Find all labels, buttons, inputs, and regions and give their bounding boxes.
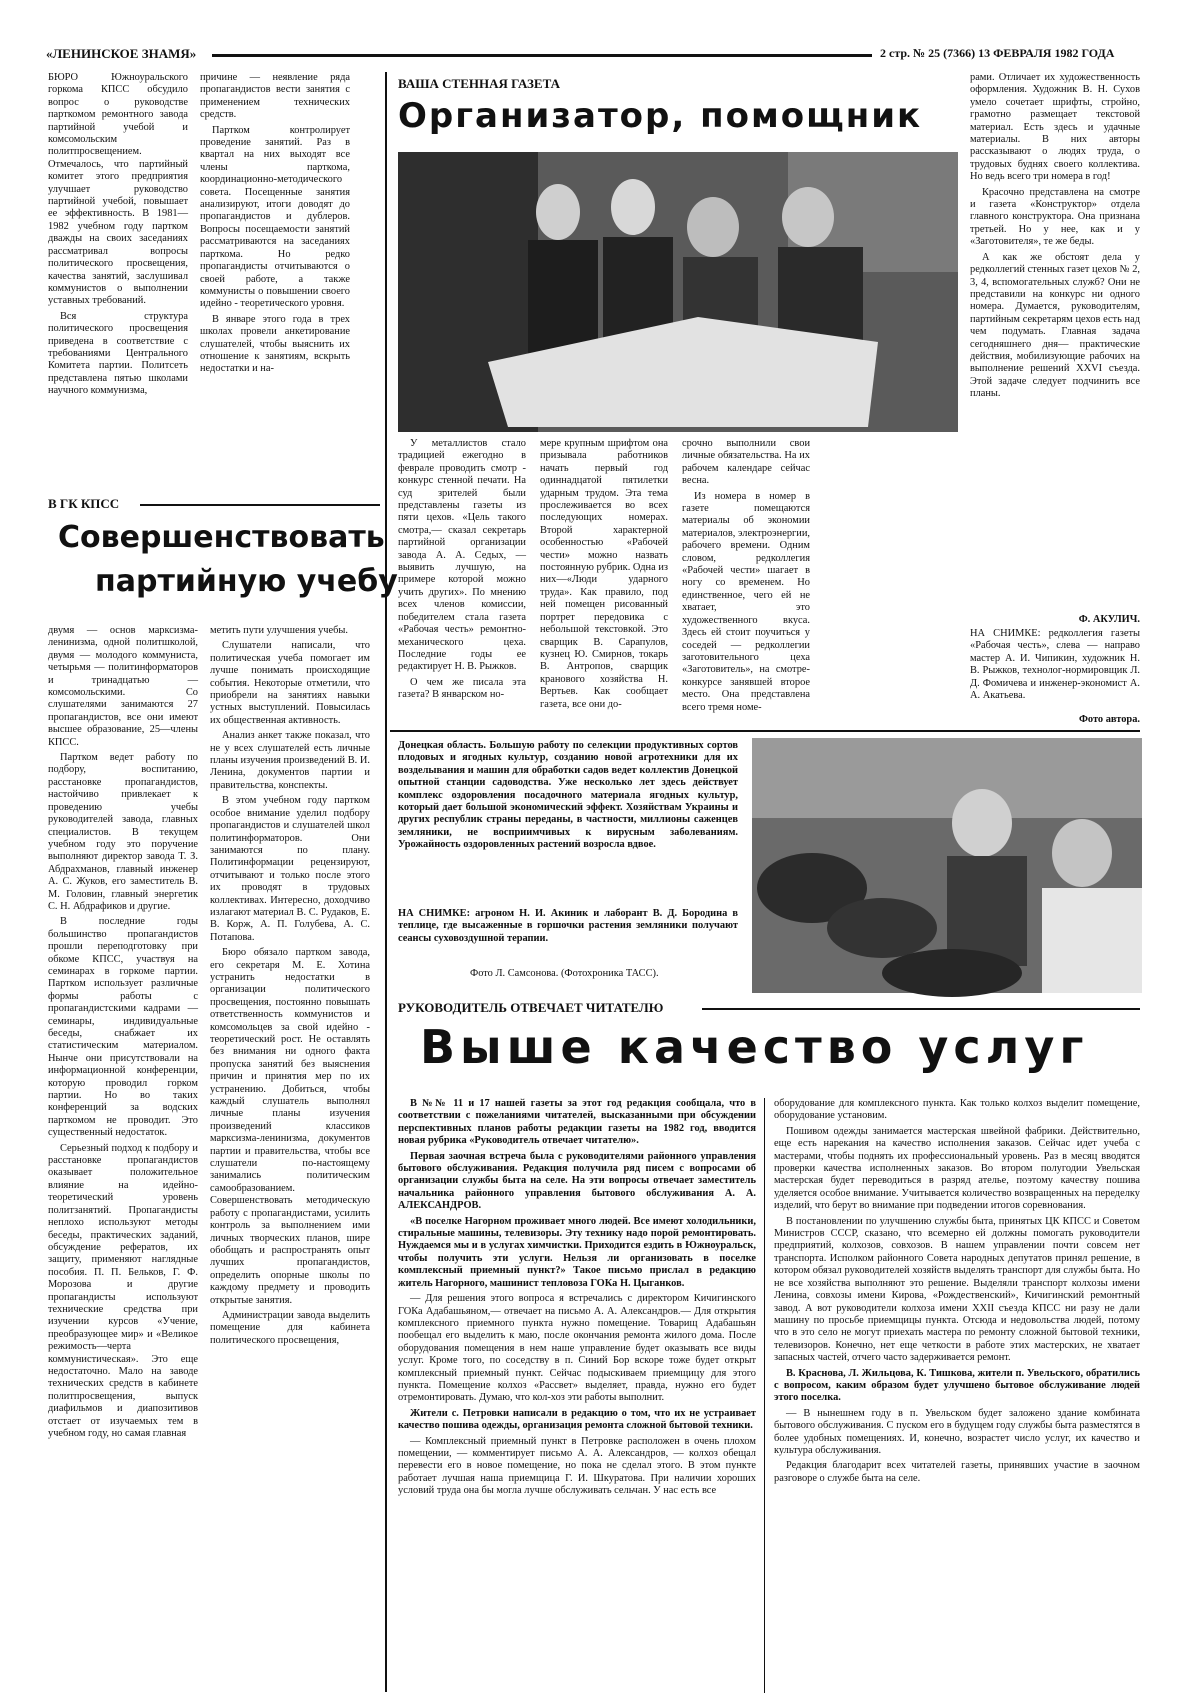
paragraph: метить пути улучшения учебы. xyxy=(210,625,348,636)
wall-signature: Ф. АКУЛИЧ. xyxy=(1078,614,1140,625)
gk-col1 xyxy=(48,625,198,1695)
paragraph: Пошивом одежды занимается мастерская швейной фабрики. Действительно, еще есть нарекания на качество исполнения заказов. Сейчас идет учеба с мастерами, чтобы поднять их профессиональный уровень. Раз в месяц вводятся проверки качества исполненных заказов. Во втором полугодии Увельская мастерская будет переводиться в разряд ателье, поэтому качеству пошива уделяется особое внимание. Учитывается количество возвращенных на переделку изделий, что берут во внимание при подведении итогов соревнования. xyxy=(774,1125,1140,1212)
paragraph: — В нынешнем году в п. Увельском будет заложено здание комбината бытового обслуживания. С пуском его в будущем году службы быта разместятся в более удобных помещениях. И, конечно, возрастет число услуг, их качество и культура обслуживания. xyxy=(774,1407,1140,1456)
paragraph: оборудование для комплексного пункта. Как только колхоз выделит помещение, оборудование установим. xyxy=(774,1098,1140,1122)
paragraph: В этом учебном году партком особое внимание уделил подбору пропагандистов и слушателей школ политинформаторов. Они занимаются по плану. Политинформации рецензируют, отчитывают и только после этого их проводят в трудовых коллективах. Интересно, доходчиво излагают материал В. С. Рудаков, Е. В. Корж, А. П. Голубева, А. С. Потапова. xyxy=(210,795,370,943)
services-lead-2: Первая заочная встреча была с руководителями районного управления бытового обслуживания. Редакция получила ряд писем с вопросами об организации службы быта на селе. На эти вопросы отвечает заместитель начальника районного управления бытового обслуживания А. А. АЛЕКСАНДРОВ. xyxy=(398,1150,756,1212)
paragraph: Из номера в номер в газете помещаются материалы об экономии материалов, электроэнергии, рабочего времени. Одним словом, редколлегия «Рабочей чести» шагает в ногу со временем. Но единственное, чего ей не хватает, это художественного вкуса. Здесь ей стоит поучиться у соседей — редколлегии заготовительного цеха «Заготовитель», на смотре-конкурсе занявшей второе место. Она представлена всего тремя номе- xyxy=(682,490,810,713)
paragraph: срочно выполнили свои личные обязательства. На их рабочем календаре сейчас весна. xyxy=(682,438,810,487)
paragraph: Партком ведет работу по подбору, воспитанию, расстановке пропагандистов, настойчиво привлекает к проведению учебы руководителей завода, главных специалистов. В текущем учебном году это поручение выполняют директор завода Т. З. Абдрахманов, главный инженер А. С. Жуков, его заместитель В. М. Головин, главный энергетик С. Н. Абдрафиков и другие. xyxy=(48,752,198,912)
donetsk-photo-image xyxy=(752,738,1142,993)
services-col-right xyxy=(774,1098,1140,1696)
paragraph: БЮРО Южноуральского горкома КПСС обсудило вопрос о руководстве парткомом ремонтного завода партийной учебой и комсомольским политпросвещением. Отмечалось, что партийный комитет этого предприятия улучшает руководство партийной учебой, повышает ее эффективность. В 1981—1982 учебном году партком дважды на своих заседаниях рассматривал вопросы политического просвещения, качества занятий, заслушивал коммунистов о выполнении уставных требований. xyxy=(48,72,188,307)
wall-col3 xyxy=(682,438,810,713)
left-article-col2 xyxy=(200,72,350,488)
paragraph: причине — неявление ряда пропагандистов вести занятия с применением технических средств. xyxy=(200,72,350,121)
paragraph: рами. Отличает их художественность оформления. Художник В. Н. Сухов умело сочетает шрифты, стройно, грамотно размещает текстовой материал. Есть здесь и удачные материалы. В них авторы рассказывают о людях труда, о трудовых буднях своего коллектива. Но ведь всего три номера в год! xyxy=(970,72,1140,183)
paragraph: В последние годы большинство пропагандистов прошли переподготовку при обкоме КПСС, участвуя на семинарах в горкоме партии. Партком использует различные формы работы с пропагандистскими кадрами — семинары, индивидуальные беседы, снабжает их статистическим материалом. Нынче они присутствовали на информационной конференции, которую проводил горком партии. Но во таких конференций за водских парткомом не проводит. Это существенный недостаток. xyxy=(48,916,198,1139)
services-answer-1: — Для решения этого вопроса я встречались с директором Кичигинского ГОКа Адабашьяном,— отвечает на письмо А. А. Александров.— Для открытия комплексного приемного пункта нужно помещение. Товарищ Адабашьян пообещал его выделить к маю, после окончания ремонта жилого дома. После оборудования помещения в нем наше управление будет оказывать все виды услуг. Кроме того, по соседству в п. Синий Бор вскоре тоже будет открыт комплексный приемный пункт. Сейчас подыскиваем приемщицу для этого пункта. Помещение колхоз «Рассвет» выделяет, правда, нужно его будет отремонтировать. Думаю, что кол-хоз эти работы выполнит. xyxy=(398,1293,756,1404)
gk-headline-1: Совершенствовать xyxy=(58,520,385,555)
services-letter-1: «В поселке Нагорном проживает много людей. Все имеют холодильники, стиральные машины, телевизоры. Эту технику надо порой ремонтировать. Нуждаемся мы и в услугах химчистки. Приходится ездить в Южноуральск, чтобы получить эти услуги. Нельзя ли организовать в поселке комплексный приемный пункт?» Такое письмо прислал в редакцию житель Нагорного, машинист тепловоза ГОКа Н. Цыганков. xyxy=(398,1215,756,1289)
paragraph: Бюро обязало партком завода, его секретаря М. Е. Хотина устранить недостатки в организации политического просвещения, постоянно повышать ответственность коммунистов и комсомольцев за свой идейно - теоретический рост. Не оставлять без внимания ни одного факта пропуска занятий без выяснения причин и принятия мер по их устранению. Добиться, чтобы каждый слушатель выполнял личные планы изучения произведений классиков марксизма-ленинизма, документов партии и правительства, чтобы все слушатели по-настоящему занимались политическим самообразованием. Совершенствовать методическую работу с пропагандистами, усилить контроль за выполнением ими личных творческих планов, шире обобщать и распространять опыт лучших пропагандистов, определить опорные школы по каждому предмету и проводить открытые занятия. xyxy=(210,947,370,1306)
services-col-left xyxy=(398,1098,756,1696)
donetsk-credit: Фото Л. Самсонова. (Фотохроника ТАСС). xyxy=(470,968,659,979)
services-answer-2: — Комплексный приемный пункт в Петровке расположен в очень плохом помещении, — комментирует письмо А. А. Александров, — колхоз обещал перевести его в новое помещение, но пока не сделал этого. В этом пункте работает лучшая наша приемщица Г. И. Шкуратова. При наличии хороших условий труда она бы могла лучше обслуживать сельчан. У нас есть все xyxy=(398,1435,756,1497)
column-rule xyxy=(764,1098,765,1693)
paragraph: Слушатели написали, что политическая учеба помогает им лучше понимать происходящие события. Некоторые отметили, что приобрели на занятиях навыки устных выступлений. Повысилась их общественная активность. xyxy=(210,640,370,726)
wall-headline: Организатор, помощник xyxy=(398,96,923,136)
paragraph: У металлистов стало традицией ежегодно в феврале проводить смотр - конкурс стенной печати. На суд зрителей были представлены газеты из пяти цехов. «Цель такого смотра,— сказал секретарь партийной организации завода А. А. Седых, — выявить лучшую, на примере которой можно учить других». По мнению всех членов комиссии, победителем стала газета «Рабочая честь» ремонтно- механического цеха. Последние годы ее редактирует Н. В. Рыжков. xyxy=(398,438,526,673)
wall-photo-image xyxy=(398,152,958,432)
paragraph: А как же обстоят дела у редколлегий стенных газет цехов № 2, 3, 4, вспомогательных служб? Они не представили на конкурс ни одного номера. Думается, руководителям, партийным секретарям цехов есть над чем подумать. Главная задача сегодняшнего дня— практические действия, мобилизующие рабочих на выполнение решений XXVI съезда. Этой задаче следует подчинить все планы. xyxy=(970,251,1140,400)
left-article-col1 xyxy=(48,72,188,488)
paragraph: Анализ анкет также показал, что не у всех слушателей есть личные планы изучения произведений В. И. Ленина, документов партии и правительства, конспекты. xyxy=(210,730,370,791)
wall-photo-credit: Фото автора. xyxy=(1078,714,1140,725)
section-rule xyxy=(390,730,1140,732)
wall-col1 xyxy=(398,438,526,701)
wall-photo xyxy=(398,152,958,432)
paragraph: Вся структура политического просвещения приведена в соответствие с требованиями Центрального Комитета партии. Политсеть представлена пятью школами научного коммунизма, xyxy=(48,310,188,397)
donetsk-photo xyxy=(752,738,1142,993)
services-letter-2: Жители с. Петровки написали в редакцию о том, что их не устраивает качество пошива одежды, организация ремонта сложной бытовой техники. xyxy=(398,1407,756,1432)
paragraph: В постановлении по улучшению службы быта, принятых ЦК КПСС и Советом Министров СССР, сказано, что всемерно ей должны помогать руководители предприятий, колхозов, совхозов. В нашем управлении почти совсем нет транспорта. Исполком районного Совета народных депутатов принял решение, в котором обязал руководителей хозяйств выделять транспорт для службы быта. Но не все хозяйства выполняют это решение. Выделяли транспорт колхозы имени Ленина, совхозы имени Кирова, «Рождественский», Кичигинский ремонтный завод. А вот руководители колхоза имени XXII съезда КПСС ни разу не дали машину по просьбе приемщицы пункта. Отсюда и недовольства людей, потому что в это село не могут приехать мастера по ремонту сложной бытовой техники, телевизоров. Конечно, нет еще четкости в работе этих мастерских, не хватает запасных частей, отчего часто задерживается ремонт. xyxy=(774,1215,1140,1364)
services-lead-1: В №№ 11 и 17 нашей газеты за этот год редакция сообщала, что в соответствии с пожеланиями читателей, высказанными при обсуждении перспективных планов работы редакции газеты на 1982 год, вводится новая рубрика «Руководитель отвечает читателю». xyxy=(398,1098,756,1147)
wall-rubric: ВАША СТЕННАЯ ГАЗЕТА xyxy=(398,76,560,91)
paragraph: Серьезный подход к подбору и расстановке пропагандистов оказывает положительное влияние на идейно-теоретический уровень политзанятий. Пропагандисты неплохо используют методы беседы, практических заданий, обсуждение рефератов, их защиту, применяют наглядные пособия. П. П. Бельков, Г. Ф. Морозова и другие пропагандисты используют технические средства при изучении курсов «Учение, преобразующее мир» и «Великое режимость—черта коммунистическая». Это еще недостаточно. Мало на заводе технических средств в кабинете политпросвещения, выпуск диафильмов и диапозитивов отстает от изучаемых тем в учебном году, но самая главная xyxy=(48,1142,198,1439)
paragraph: Администрации завода выделить помещение для кабинета политического просвещения, xyxy=(210,1309,370,1346)
column-rule xyxy=(385,72,387,1692)
paragraph: Красочно представлена на смотре и газета «Конструктор» отдела главного конструктора. Она признана третьей. Но у нее, как и у «Заготовителя», те же беды. xyxy=(970,186,1140,248)
paragraph: Редакция благодарит всех читателей газеты, принявших участие в заочном разговоре о службе быта на селе. xyxy=(774,1460,1140,1484)
gk-col2 xyxy=(210,625,370,1695)
donetsk-text: Донецкая область. Большую работу по селекции продуктивных сортов плодовых и ягодных культур, созданию новой агротехники для их возделывания и машин для обработки садов ведет коллектив Донецкой опытной станции садоводства. Уже несколько лет здесь действует комплекс оздоровления посадочного материала ягодных культур, который дает большой экономический эффект. Хозяйствам Украины и других республик страны переданы, в частности, миллионы саженцев земляники, не восприимчивых к вирусным заболеваниям. Урожайность оздоровленных растений возросла вдвое. xyxy=(398,740,738,851)
wall-photo-caption: НА СНИМКЕ: редколлегия газеты «Рабочая честь», слева — направо мастер А. И. Чипикин, художник Н. В. Рыжков, технолог-нормировщик Л. Д. Фомичева и инженер-экономист А. А. Акатьева. xyxy=(970,628,1140,702)
paragraph: В январе этого года в трех школах провели анкетирование слушателей, чтобы выяснить их отношение к занятиям, вскрыть недостатки и на- xyxy=(200,313,350,375)
rubric-rule xyxy=(702,1008,1140,1010)
wall-col4 xyxy=(970,72,1140,608)
masthead-right: 2 стр. № 25 (7366) 13 ФЕВРАЛЯ 1982 ГОДА xyxy=(880,46,1115,60)
wall-col2 xyxy=(540,438,668,710)
paragraph: двумя — основ марксизма-ленинизма, одной политшколой, двумя — молодого коммуниста, четырьмя — политинформаторов и тринадцатью — комсомольскими. Со слушателями занимаются 27 пропагандистов, все они имеют высшее образование, 25—члены КПСС. xyxy=(48,625,198,748)
gk-headline-2: партийную учебу xyxy=(95,564,398,599)
rubric-rule xyxy=(140,504,380,506)
paragraph: О чем же писала эта газета? В январском но- xyxy=(398,676,526,701)
donetsk-caption: НА СНИМКЕ: агроном Н. И. Акиник и лаборант В. Д. Бородина в теплице, где высаженные в горшочки растения земляники получают сеансы суховоздушной терапии. xyxy=(398,908,738,944)
gk-rubric: В ГК КПСС xyxy=(48,496,120,511)
masthead-rule xyxy=(212,54,872,57)
services-rubric: РУКОВОДИТЕЛЬ ОТВЕЧАЕТ ЧИТАТЕЛЮ xyxy=(398,1000,664,1015)
masthead-left: «ЛЕНИНСКОЕ ЗНАМЯ» xyxy=(46,46,197,61)
services-headline: Выше качество услуг xyxy=(420,1020,1089,1074)
services-letter-3: В. Краснова, Л. Жильцова, К. Тишкова, жители п. Увельского, обратились с вопросом, каким образом будет улучшено бытовое обслуживание людей этого поселка. xyxy=(774,1367,1140,1404)
paragraph: мере крупным шрифтом она призывала работников начать первый год одиннадцатой пятилетки ударным трудом. Эта тема прослеживается во всех последующих номерах. Второй характерной особенностью «Рабочей чести» можно назвать постоянную рубрик. Одна из них—«Люди ударного труда». Как правило, под ней помещен рисованный портрет передовика с небольшой текстовкой. Это сварщик В. Сарапулов, кузнец Ю. Смирнов, токарь В. Антропов, сварщик кранового хозяйства Н. Вертьев. Как сообщает газета, все они до- xyxy=(540,438,668,710)
paragraph: Партком контролирует проведение занятий. Раз в квартал на них выходят все члены парткома, координационно-методического совета. Посещенные занятия анализируют, итоги доводят до пропагандистов и дублеров. Вопросы посещаемости занятий рассматриваются на заседаниях парткома. Но редко пропагандисты отчитываются о своей работе, а также коммунисты о повышении своего идейно - теоретического уровня. xyxy=(200,124,350,310)
